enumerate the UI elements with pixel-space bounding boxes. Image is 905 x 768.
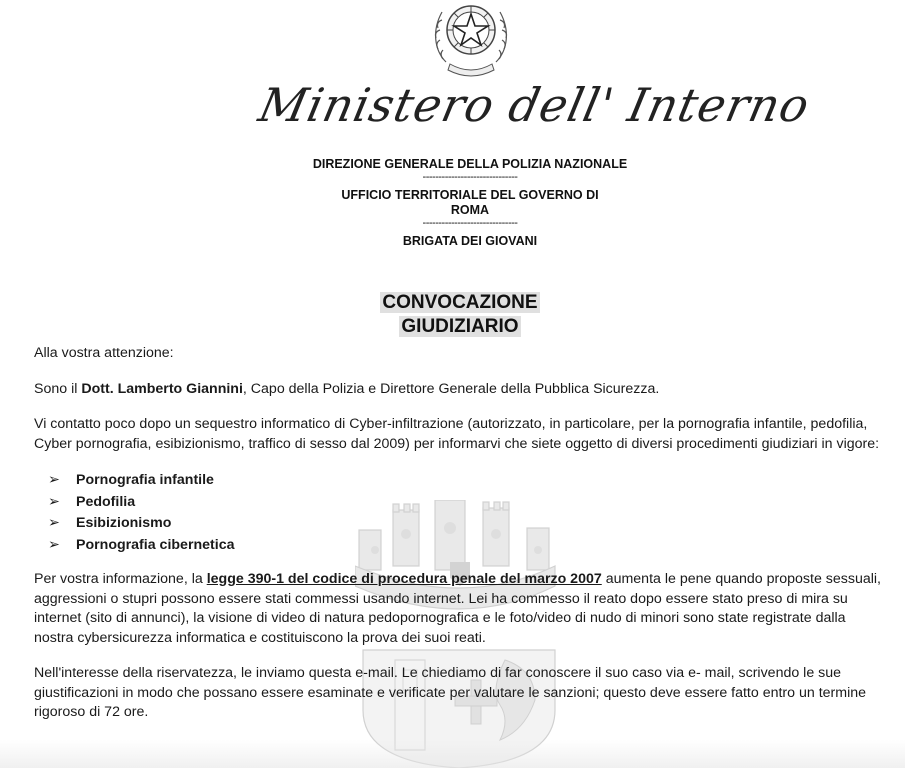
greeting: Alla vostra attenzione: [34,345,174,361]
intro-prefix: Sono il [34,380,82,397]
official-name: Dott. Lamberto Giannini [81,380,243,397]
arrow-bullet-icon: ➢ [48,493,60,510]
charge-label: Pornografia infantile [76,472,214,488]
arrow-bullet-icon: ➢ [48,515,60,531]
separator: ------------------------------ [422,218,518,229]
list-item [34,535,884,557]
charges-list [34,470,884,556]
intro-paragraph [34,380,884,400]
brigade-line: BRIGATA DEI GIOVANI [402,234,538,248]
list-item [34,513,884,535]
list-item [34,492,884,514]
letter-body [34,344,884,739]
document-title [330,291,590,339]
arrow-bullet-icon: ➢ [48,472,60,488]
title-line-1: CONVOCAZIONE [382,292,538,313]
italian-republic-emblem [428,0,514,80]
intro-suffix: , Capo della Polizia e Direttore Generale della Pubblica Sicurezza. [242,380,660,397]
charge-label: Pedofilia [76,493,136,510]
title-line-2: GIUDIZIARIO [401,316,519,337]
separator: ------------------------------ [422,172,518,183]
charge-label: Pornografia cibernetica [76,536,235,553]
header-block [260,157,680,249]
bottom-fade [0,740,905,768]
office-line-1: UFFICIO TERRITORIALE DEL GOVERNO DI [341,188,599,202]
ministry-title: Ministero dell' Interno [254,78,815,132]
law-suffix: aumenta le pene quando proposte sessuali, aggressioni o stupri possono essere stati commessi usando internet. Lei ha commesso il reato dopo essere stato preso di mira su internet (sito di annunci), la visione di video di natura pedopornografica e le foto/video di nudo di minori sono state registrate dalla nostra cybersicurezza informatica e costituiscono la prova dei suoi reati. [34,571,881,646]
direction-line: DIREZIONE GENERALE DELLA POLIZIA NAZIONALE [312,157,628,171]
confidentiality-paragraph: Nell'interesse della riservatezza, le inviamo questa e-mail. Le chiediamo di far conoscere il suo caso via e- mail, scrivendo le sue giustificazioni in modo che possano essere esaminate e verificate per valutare le sanzioni; questo deve essere fatto entro un termine rigoroso di 72 ore. [34,665,867,720]
law-reference: legge 390-1 del codice di procedura penale del marzo 2007 [206,571,602,587]
list-item [34,470,884,492]
charge-label: Esibizionismo [76,515,172,531]
office-line-2: ROMA [450,203,490,217]
seizure-paragraph: Vi contatto poco dopo un sequestro informatico di Cyber-infiltrazione (autorizzato, in particolare, per la pornografia infantile, pedofilia, Cyber pornografia, esibizionismo, traffico di sesso dal 2009) per informarvi che siete oggetto di diversi procedimenti giudiziari in vigore: [34,416,880,452]
arrow-bullet-icon: ➢ [48,536,60,553]
law-prefix: Per vostra informazione, la [34,571,207,587]
law-paragraph [34,570,884,648]
